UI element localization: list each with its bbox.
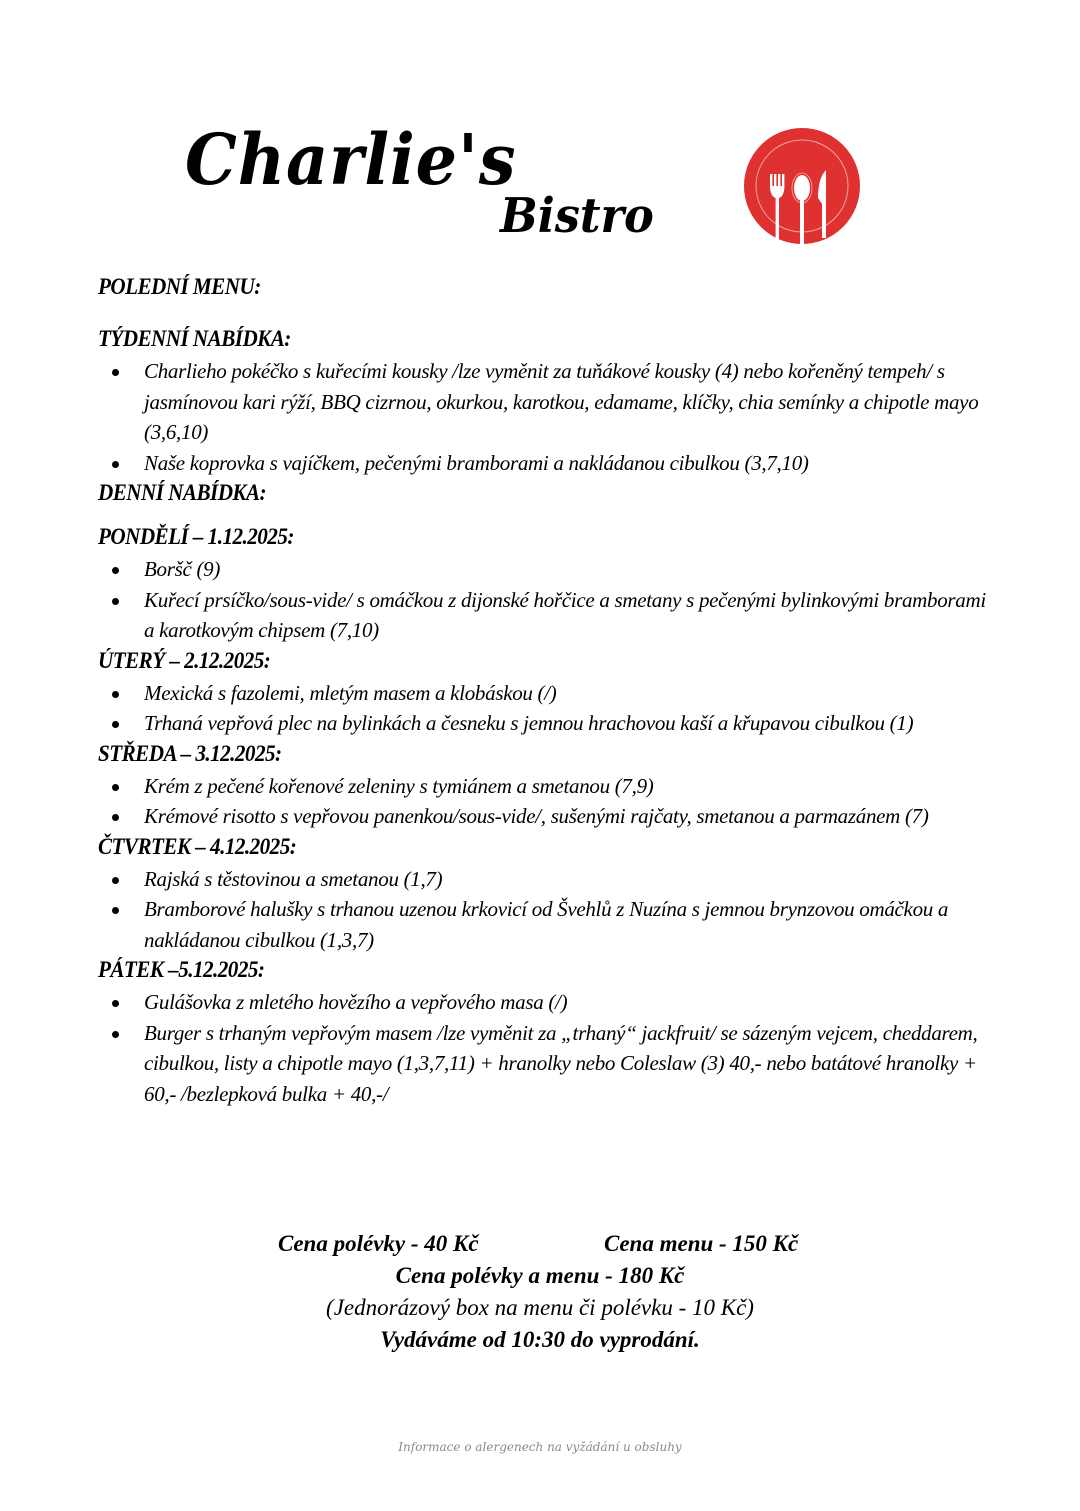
list-item: Mexická s fazolemi, mletým masem a klobáskou (/) [98, 678, 998, 709]
list-item: Kuřecí prsíčko/sous-vide/ s omáčkou z dijonské hořčice a smetany s pečenými bylinkovými bramborami a karotkovým chipsem (7,10) [98, 585, 998, 646]
brand-subtitle: Bistro [500, 188, 654, 244]
list-item: Krémové risotto s vepřovou panenkou/sous-vide/, sušenými rajčaty, smetanou a parmazánem (7) [98, 801, 998, 832]
lunch-menu-title: POLEDNÍ MENU: [98, 274, 261, 299]
brand-name: Charlie's [185, 118, 517, 201]
list-item: Naše koprovka s vajíčkem, pečenými bramborami a nakládanou cibulkou (3,7,10) [98, 448, 998, 479]
list-item: Boršč (9) [98, 554, 998, 585]
list-item: Charlieho pokéčko s kuřecími kousky /lze vyměnit za tuňákové kousky (4) nebo kořeněný tempeh/ s jasmínovou kari rýží, BBQ cizrnou, okurkou, karotkou, edamame, klíčky, chia semínky a chipotle mayo (3,6,10) [98, 356, 998, 448]
combo-price: Cena polévky a menu - 180 Kč [395, 1263, 685, 1288]
daily-offer-heading: DENNÍ NABÍDKA: [98, 480, 267, 505]
day-list-thursday [98, 864, 998, 956]
soup-price: Cena polévky - 40 Kč [278, 1231, 479, 1256]
serving-time: Vydáváme od 10:30 do vyprodání. [380, 1327, 700, 1352]
menu-content [98, 272, 998, 1109]
weekly-offer-list [98, 356, 998, 478]
weekly-offer-heading: TÝDENNÍ NABÍDKA: [98, 326, 291, 351]
list-item: Bramborové halušky s trhanou uzenou krkovicí od Švehlů z Nuzína s jemnou brynzovou omáčkou a nakládanou cibulkou (1,3,7) [98, 894, 998, 955]
list-item: Gulášovka z mletého hovězího a vepřového masa (/) [98, 987, 998, 1018]
day-heading-monday: PONDĚLÍ – 1.12.2025: [98, 524, 294, 549]
day-list-wednesday [98, 771, 998, 832]
list-item: Trhaná vepřová plec na bylinkách a česneku s jemnou hrachovou kaší a křupavou cibulkou (1) [98, 708, 998, 739]
list-item: Rajská s těstovinou a smetanou (1,7) [98, 864, 998, 895]
day-heading-tuesday: ÚTERÝ – 2.12.2025: [98, 647, 271, 673]
day-list-friday [98, 987, 998, 1109]
list-item: Krém z pečené kořenové zeleniny s tymiánem a smetanou (7,9) [98, 771, 998, 802]
menu-price: Cena menu - 150 Kč [604, 1231, 799, 1256]
day-heading-friday: PÁTEK –5.12.2025: [98, 957, 265, 982]
day-list-monday [98, 554, 998, 646]
day-list-tuesday [98, 678, 998, 739]
day-heading-thursday: ČTVRTEK – 4.12.2025: [98, 833, 297, 859]
allergen-note: Informace o alergenech na vyžádání u obsluhy [398, 1440, 682, 1454]
day-heading-wednesday: STŘEDA – 3.12.2025: [98, 740, 282, 766]
box-price: (Jednorázový box na menu či polévku - 10 Kč) [326, 1295, 754, 1320]
list-item: Burger s trhaným vepřovým masem /lze vyměnit za „trhaný“ jackfruit/ se sázeným vejcem, cheddarem, cibulkou, listy a chipotle mayo (1,3,7,11) + hranolky nebo Coleslaw (3) 40,- nebo batátové hranolky + 60,- /bezlepková bulka + 40,-/ [98, 1018, 998, 1110]
plate-with-cutlery-icon [742, 126, 862, 246]
price-info [0, 1228, 1080, 1356]
